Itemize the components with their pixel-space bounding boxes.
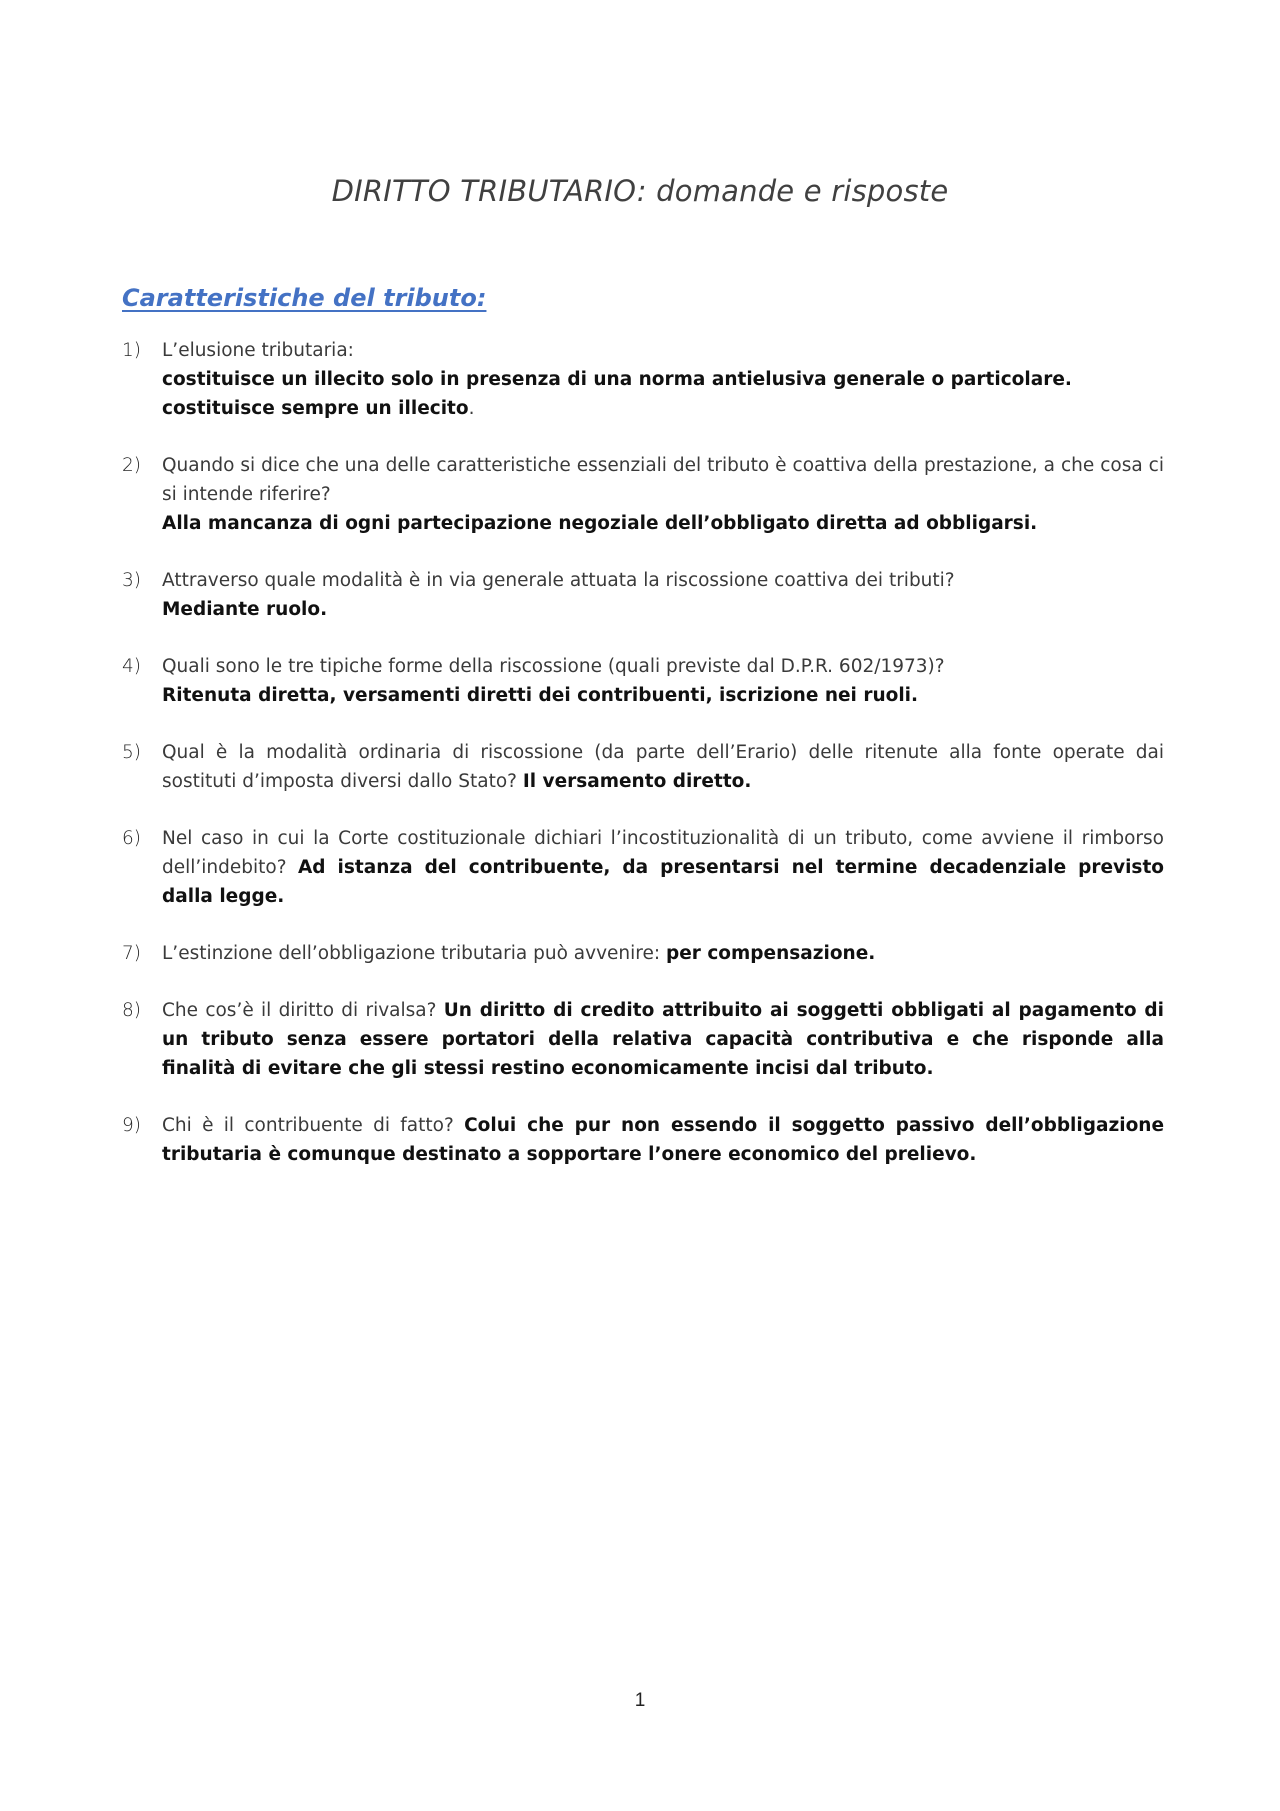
qa-number: 9) [122,1115,141,1136]
question-text: Che cos’è il diritto di rivalsa? [162,1000,444,1021]
qa-number: 6) [122,828,141,849]
answer-text: costituisce un illecito solo in presenza di una norma antielusiva generale o particolare. [162,369,1072,390]
answer-text: Ritenuta diretta, versamenti diretti dei contribuenti, iscrizione nei ruoli. [162,685,919,706]
qa-item-1 [122,336,1164,423]
answer-text: Alla mancanza di ogni partecipazione negoziale dell’obbligato diretta ad obbligarsi. [162,513,1038,534]
qa-body [162,996,1164,1083]
question-text: Qual è la modalità ordinaria di riscossione (da parte dell’Erario) delle ritenute alla fonte operate dai sostituti d’imposta diversi dallo Stato? [162,742,1164,792]
qa-body [162,451,1164,538]
qa-number: 1) [122,340,141,361]
qa-body [162,738,1164,796]
qa-number: 5) [122,742,141,763]
qa-number: 7) [122,943,141,964]
question-text: Nel caso in cui la Corte costituzionale dichiari l’incostituzionalità di un tributo, come avviene il rimborso dell’indebito? [162,828,1164,878]
qa-item-8 [122,996,1164,1083]
section-heading: Caratteristiche del tributo: [122,284,487,312]
qa-body [162,824,1164,911]
document-title: DIRITTO TRIBUTARIO: domande e risposte [331,174,949,208]
qa-body [162,1111,1164,1169]
answer-text: Il versamento diretto. [522,771,752,792]
answer-text: Mediante ruolo. [162,599,328,620]
qa-item-5 [122,738,1164,796]
qa-item-3 [122,566,1164,624]
answer-text: per compensazione. [665,943,876,964]
qa-item-6 [122,824,1164,911]
qa-body [162,652,1164,710]
answer-line [162,394,1164,423]
question-text: Attraverso quale modalità è in via generale attuata la riscossione coattiva dei tributi? [162,570,955,591]
qa-item-9 [122,1111,1164,1169]
question-text: L’elusione tributaria: [162,340,354,361]
page-number: 1 [634,1690,646,1711]
qa-item-7 [122,939,1164,968]
qa-body [162,336,1164,423]
qa-body [162,566,1164,624]
qa-number: 2) [122,455,141,476]
answer-text: Colui che pur non essendo il soggetto passivo dell’obbligazione tributaria è comunque destinato a sopportare l’onere economico del prelievo. [162,1115,1165,1165]
qa-number: 4) [122,656,141,677]
qa-item-4 [122,652,1164,710]
qa-body [162,939,1164,968]
question-text: Quando si dice che una delle caratteristiche essenziali del tributo è coattiva della prestazione, a che cosa ci si intende riferire? [162,455,1164,505]
answer-text: Un diritto di credito attribuito ai soggetti obbligati al pagamento di un tributo senza essere portatori della relativa capacità contributiva e che risponde alla finalità di evitare che gli stessi restino economicamente incisi dal tributo. [162,1000,1164,1079]
qa-list [122,336,1164,1197]
qa-number: 3) [122,570,141,591]
answer-punctuation: . [468,398,475,419]
answer-text: Ad istanza del contribuente, da presentarsi nel termine decadenziale previsto dalla legge. [162,857,1164,907]
answer-text: costituisce sempre un illecito [162,398,469,419]
question-text: L’estinzione dell’obbligazione tributaria può avvenire: [162,943,666,964]
question-text: Chi è il contribuente di fatto? [162,1115,465,1136]
qa-number: 8) [122,1000,141,1021]
qa-item-2 [122,451,1164,538]
question-text: Quali sono le tre tipiche forme della riscossione (quali previste dal D.P.R. 602/1973)? [162,656,945,677]
